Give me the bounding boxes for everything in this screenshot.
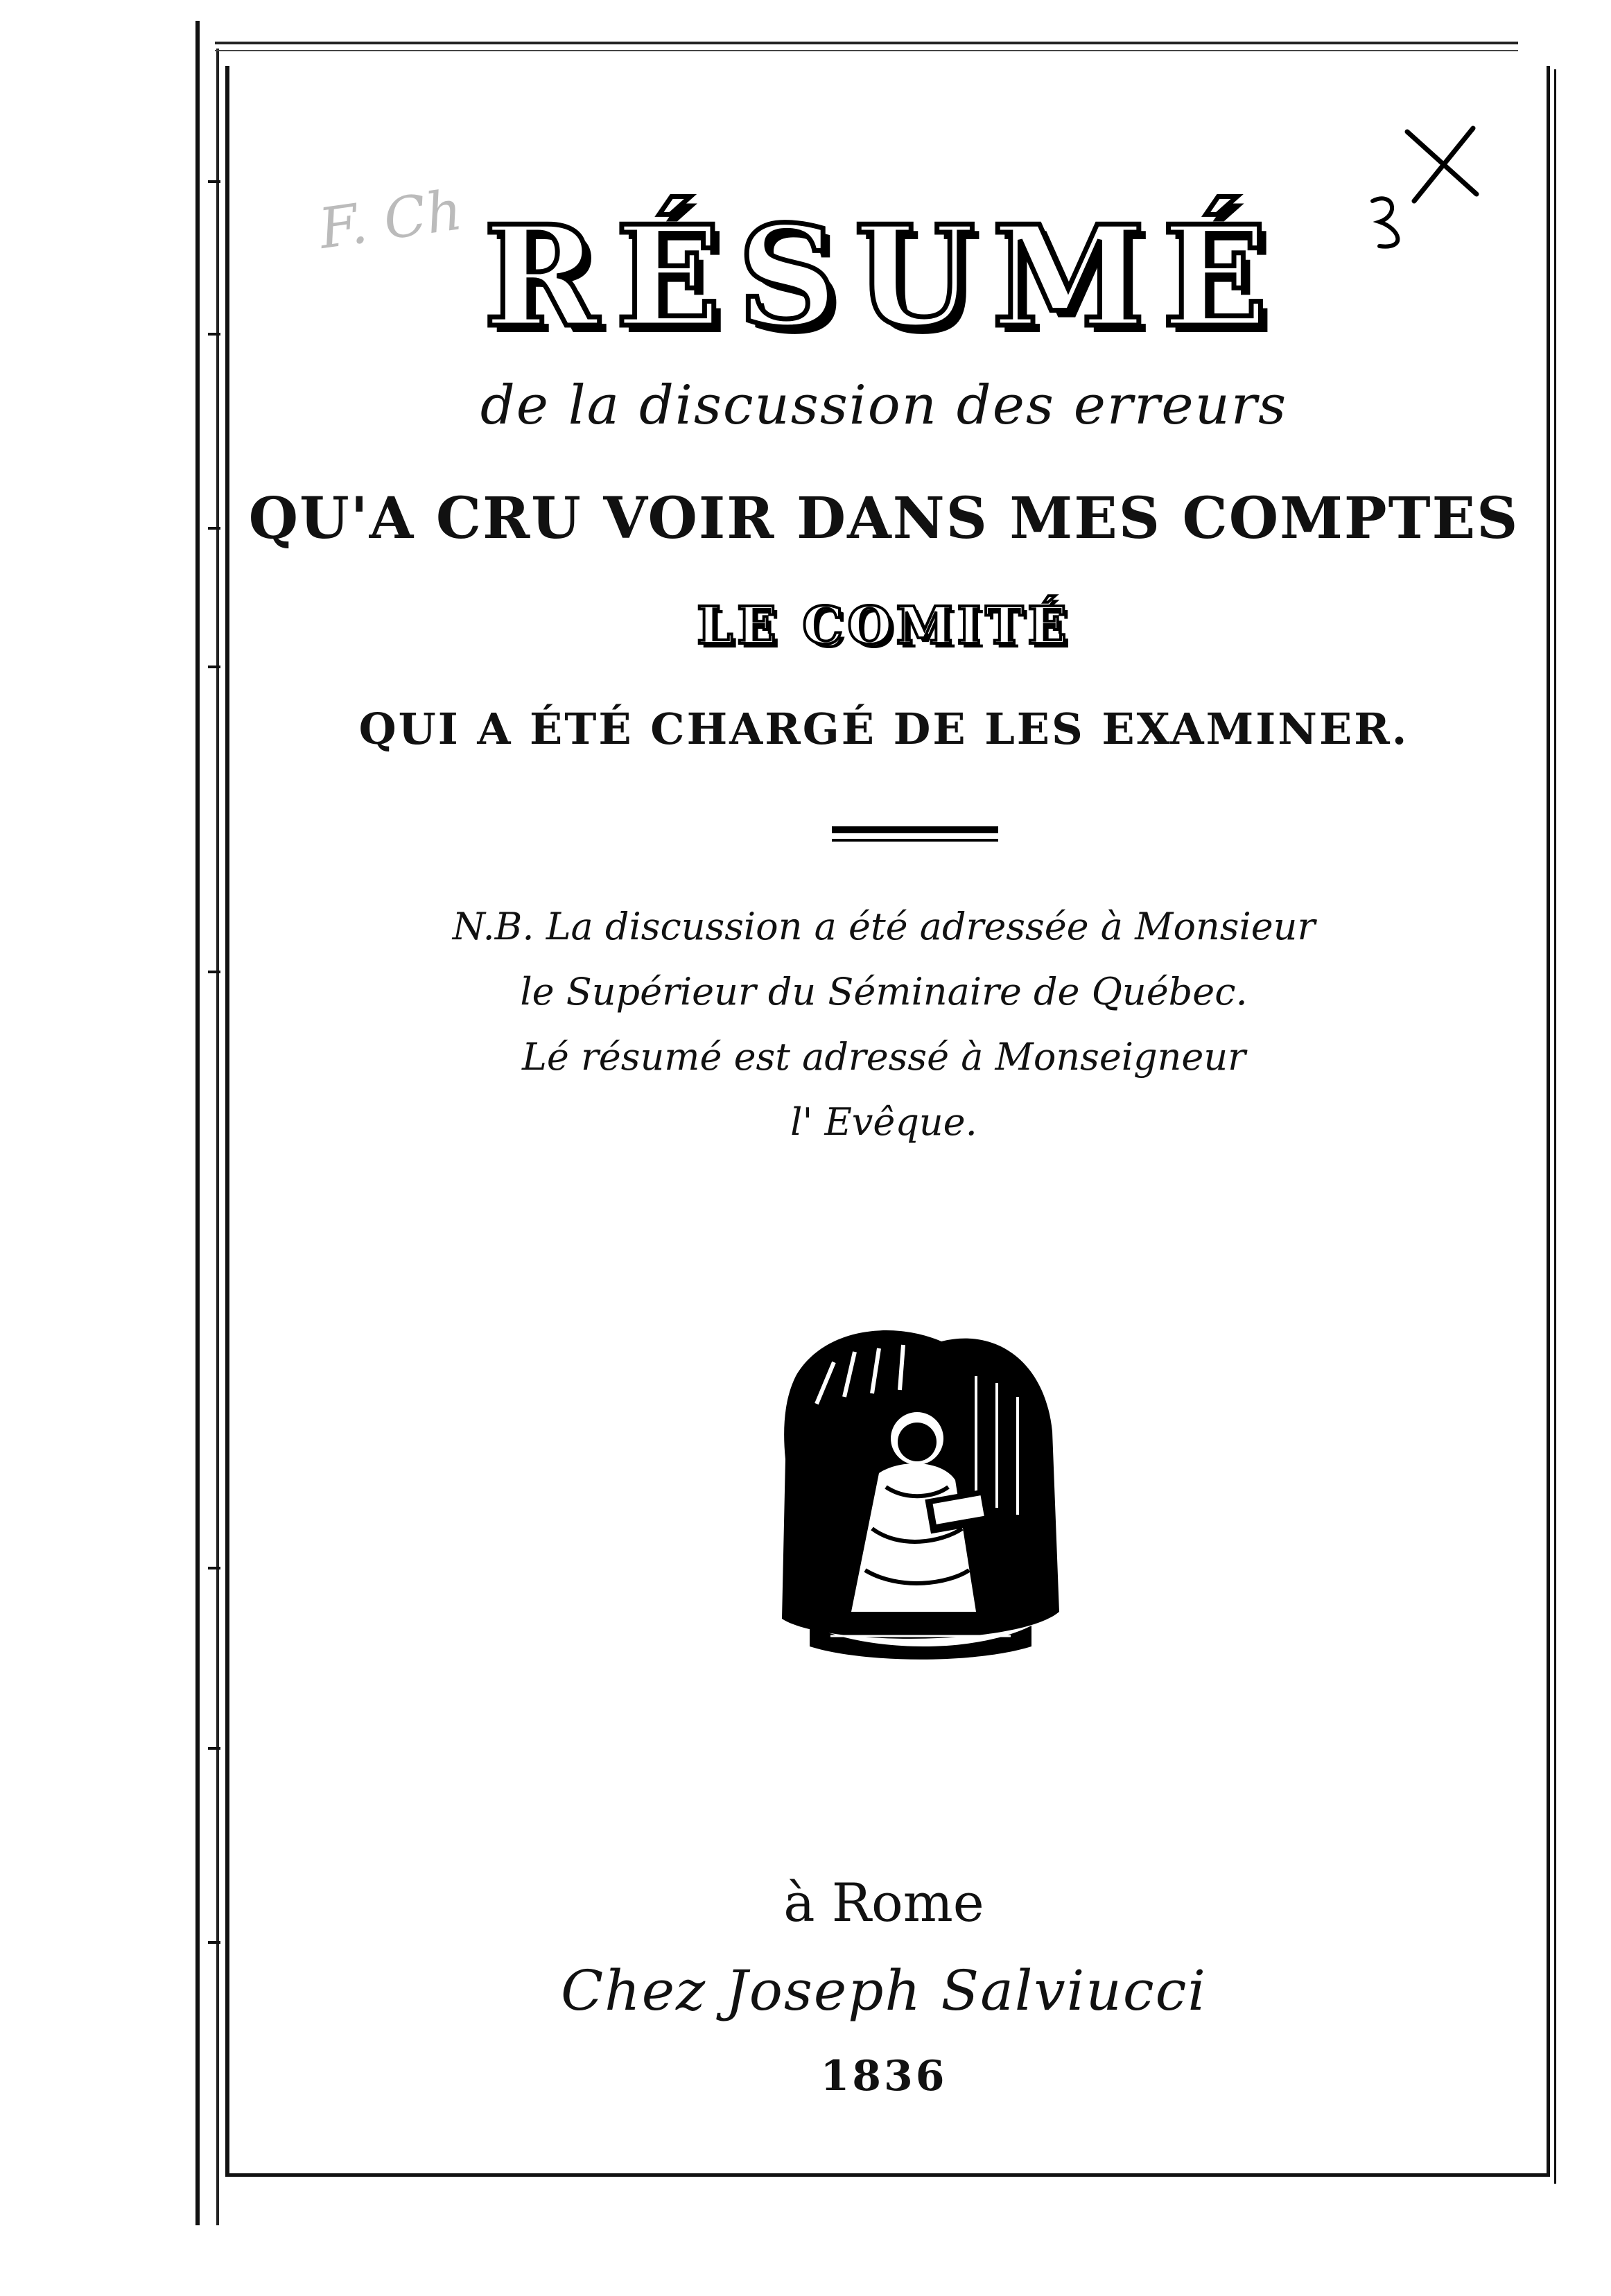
ornamental-rule-thin bbox=[832, 839, 998, 842]
nota-bene-line: le Supérieur du Séminaire de Québec. bbox=[520, 970, 1248, 1014]
main-title: RÉSUMÉ bbox=[483, 195, 1285, 358]
stitch-mark bbox=[208, 1747, 220, 1750]
stitch-mark bbox=[208, 527, 220, 530]
stitch-mark bbox=[208, 971, 220, 973]
page-right-edge bbox=[1547, 69, 1556, 2184]
stitch-mark bbox=[208, 666, 220, 668]
ornamental-rule bbox=[832, 826, 998, 833]
engraved-vignette bbox=[768, 1321, 1066, 1667]
imprint-place: à Rome bbox=[783, 1872, 984, 1933]
stitch-mark bbox=[208, 333, 220, 336]
binding-edge-inner bbox=[216, 49, 219, 2225]
imprint-printer: Chez Joseph Salviucci bbox=[560, 1958, 1208, 2023]
facing-page-edge bbox=[0, 21, 204, 2211]
stitch-mark bbox=[208, 1567, 220, 1569]
binding-edge bbox=[195, 21, 200, 2225]
page-top-edge bbox=[215, 42, 1518, 51]
subtitle-line-3: LE COMITÉ bbox=[697, 596, 1071, 656]
imprint-year: 1836 bbox=[820, 2052, 948, 2101]
subtitle-line-2: QU'A CRU VOIR DANS MES COMPTES bbox=[248, 485, 1519, 552]
subtitle-line-4: QUI A ÉTÉ CHARGÉ DE LES EXAMINER. bbox=[358, 704, 1409, 754]
nota-bene-line: l' Evêque. bbox=[790, 1100, 977, 1144]
nota-bene-line: N.B. La discussion a été adressée à Monsieur bbox=[452, 905, 1316, 948]
stitch-mark bbox=[208, 1941, 220, 1944]
nota-bene bbox=[225, 894, 1542, 1155]
pencil-annotation: F. Ch bbox=[315, 177, 467, 261]
nota-bene-line: Lé résumé est adressé à Monseigneur bbox=[522, 1035, 1246, 1079]
subtitle-line-1: de la discussion des erreurs bbox=[480, 374, 1288, 437]
stitch-mark bbox=[208, 180, 220, 183]
